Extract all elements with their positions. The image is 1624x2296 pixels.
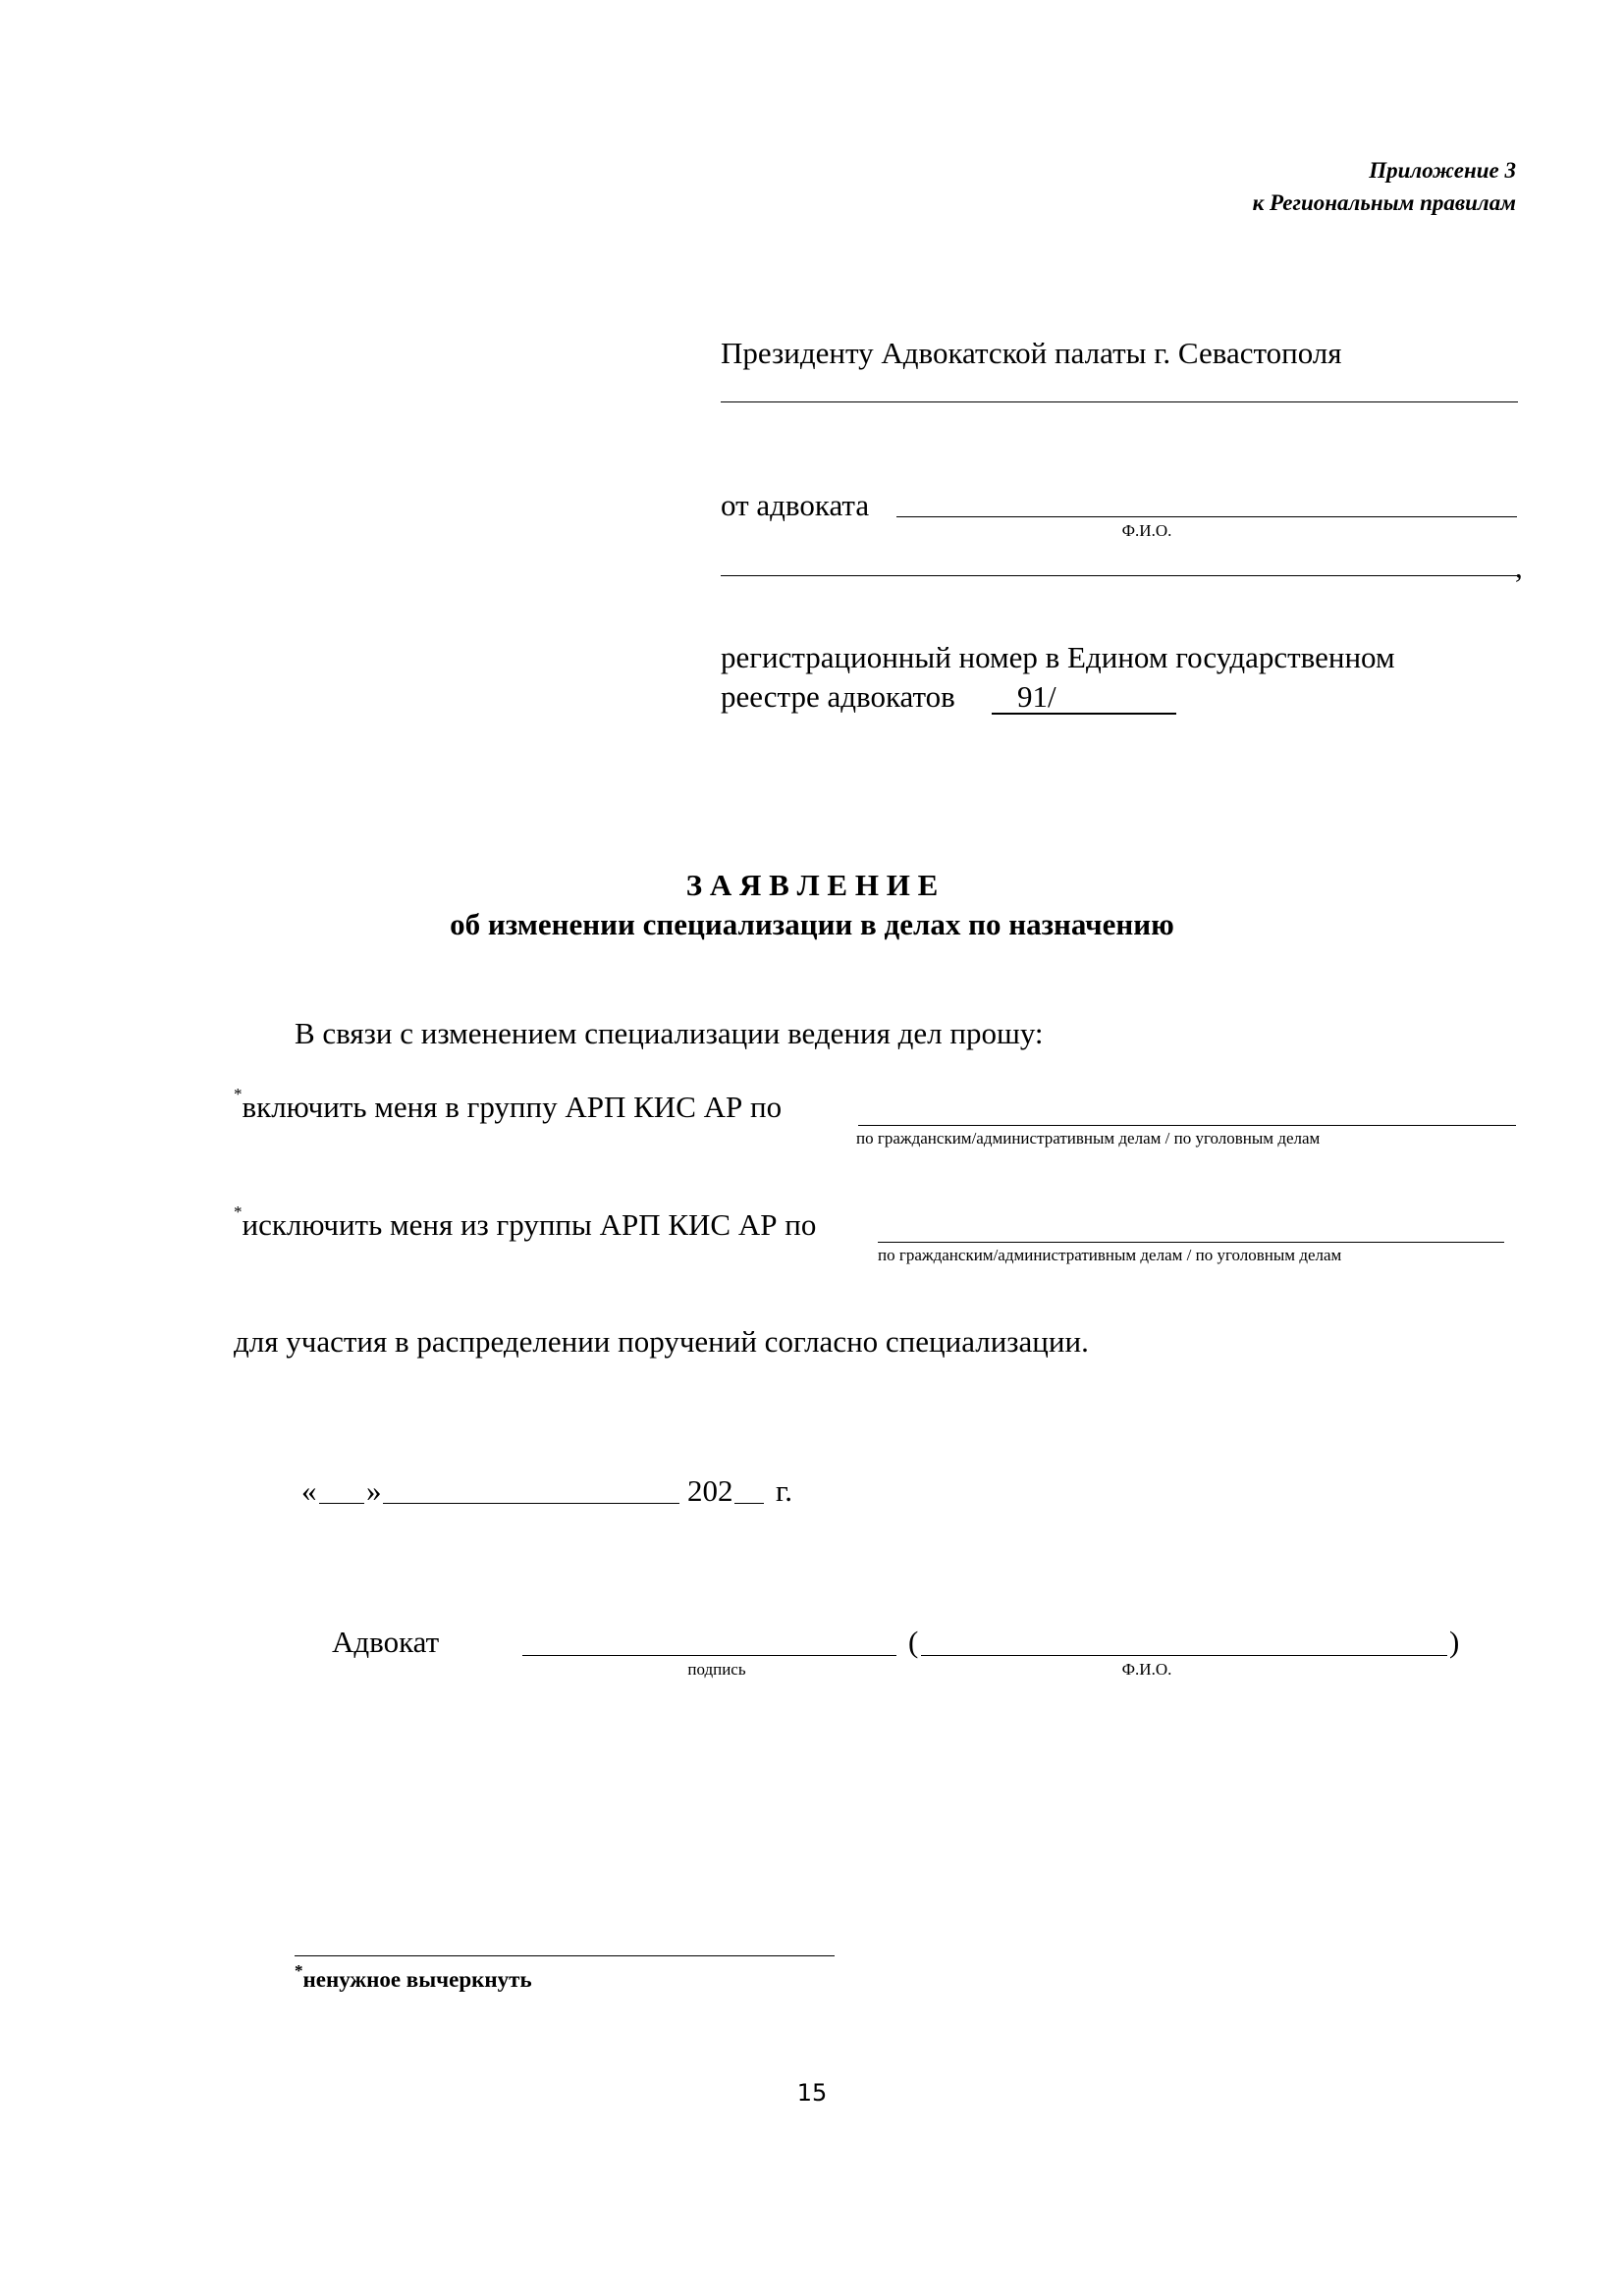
registry-number-value: 91/: [1017, 679, 1056, 714]
appendix-number: Приложение 3: [1369, 158, 1516, 183]
footnote: [295, 1961, 532, 1992]
signature-field[interactable]: [522, 1655, 896, 1656]
addressee-blank-line: [721, 401, 1518, 402]
signature-label: Адвокат: [332, 1625, 440, 1659]
signature-caption: подпись: [687, 1660, 746, 1679]
exclude-category-caption: по гражданским/административным делам / по уголовным делам: [878, 1246, 1342, 1264]
trailing-comma: ,: [1515, 550, 1523, 584]
date-close-quote: »: [366, 1473, 382, 1508]
page-number: 15: [796, 2079, 828, 2107]
addressee-president: Президенту Адвокатской палаты г. Севастополя: [721, 336, 1342, 370]
include-asterisk: *: [234, 1085, 243, 1103]
footnote-text: ненужное вычеркнуть: [302, 1967, 532, 1992]
document-subtitle: об изменении специализации в делах по назначению: [450, 907, 1174, 941]
include-request: [234, 1085, 783, 1124]
intro-paragraph: В связи с изменением специализации ведения дел прошу:: [295, 1016, 1044, 1050]
document-title: З А Я В Л Е Н И Е: [685, 868, 939, 902]
exclude-request: [234, 1202, 817, 1242]
from-advocate-label: от адвоката: [721, 488, 870, 522]
exclude-asterisk: *: [234, 1202, 243, 1221]
advocate-name-field[interactable]: [896, 516, 1517, 517]
registry-line-1: регистрационный номер в Едином государственном: [721, 640, 1395, 674]
exclude-text: исключить меня из группы АРП КИС АР по: [242, 1207, 817, 1242]
footnote-asterisk: *: [295, 1961, 303, 1980]
date-year-field[interactable]: [734, 1503, 764, 1504]
date-open-quote: «: [301, 1473, 317, 1508]
signature-fio-caption: Ф.И.О.: [1121, 1660, 1172, 1679]
include-text: включить меня в группу АРП КИС АР по: [242, 1090, 783, 1124]
advocate-name-continuation-field[interactable]: [721, 575, 1517, 576]
include-category-field[interactable]: [858, 1125, 1516, 1126]
date-year-suffix: г.: [776, 1473, 792, 1508]
registry-line-2: реестре адвокатов: [721, 679, 955, 714]
exclude-category-field[interactable]: [878, 1242, 1504, 1243]
signature-open-paren: (: [908, 1625, 919, 1659]
date-day-field[interactable]: [319, 1503, 364, 1504]
date-year-prefix: 202: [687, 1473, 733, 1508]
purpose-paragraph: для участия в распределении поручений согласно специализации.: [234, 1324, 1089, 1359]
footnote-separator: [295, 1955, 835, 1956]
include-category-caption: по гражданским/административным делам / по уголовным делам: [856, 1129, 1321, 1148]
appendix-reference: к Региональным правилам: [1252, 190, 1516, 215]
signature-close-paren: ): [1449, 1625, 1460, 1659]
date-month-field[interactable]: [383, 1503, 679, 1504]
fio-caption: Ф.И.О.: [1121, 521, 1172, 540]
signature-fio-field[interactable]: [921, 1655, 1447, 1656]
